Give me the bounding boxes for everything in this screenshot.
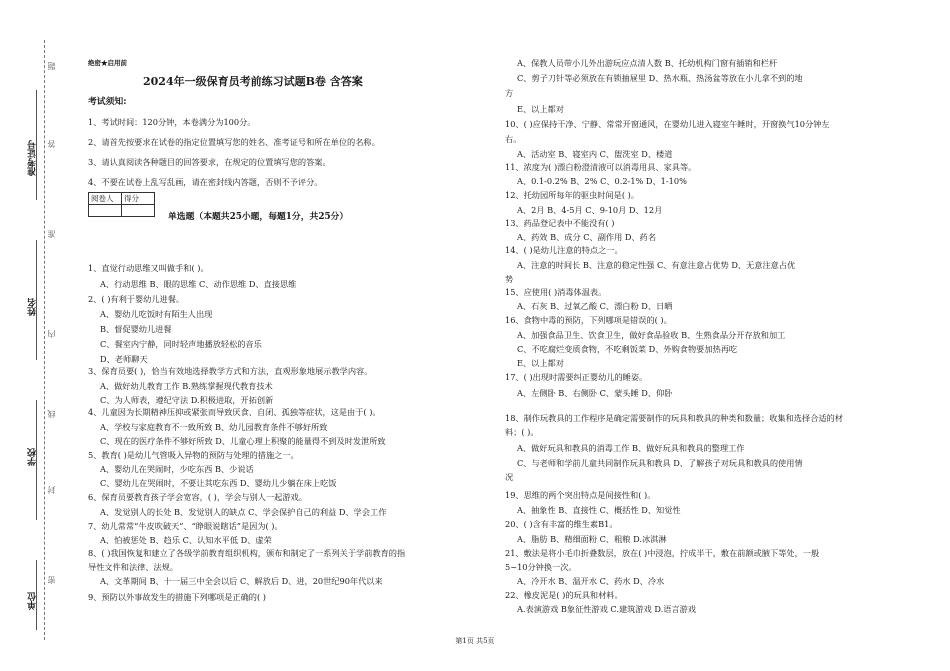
answer-option-line: C、剪子刀针等必须放在有锁抽屉里 D、热水瓶、热汤盆等放在小儿拿不到的地 <box>517 73 803 83</box>
question-line: 5、教育( )是幼儿气管吸入异物的预防与处理的措施之一。 <box>88 450 299 460</box>
answer-option-line: A、婴幼儿吃饭时有陌生人出现 <box>100 309 213 319</box>
answer-option-line: C、婴幼儿在哭闹时，不要让其吃东西 D、婴幼儿少躺在床上吃饭 <box>100 478 337 488</box>
page-footer: 第1页 共5页 <box>455 637 495 645</box>
question-line: 10、( )应保持干净、宁静、常常开窗通风，在婴幼儿进入寝室午睡时，开窗换气10分钟左 <box>505 119 830 129</box>
answer-option-line: A、0.1-0.2% B、2% C、0.2-1% D、1-10% <box>517 176 687 186</box>
score-table-score: 得分 <box>122 193 155 205</box>
answer-option-line: A、2月 B、4-5月 C、9-10月 D、12月 <box>517 205 663 215</box>
question-line: 2、( )有利于婴幼儿进餐。 <box>88 294 185 304</box>
question-line: 导性文件和法律、法规。 <box>88 562 179 572</box>
notice-item: 2、请首先按要求在试卷的指定位置填写您的姓名、准考证号和所在单位的名称。 <box>88 137 380 147</box>
answer-option-line: A.表演游戏 B象征性游戏 C.建筑游戏 D.语言游戏 <box>517 604 696 614</box>
seal-char: 答 <box>47 140 56 148</box>
danwei-label: 单位 <box>28 592 38 610</box>
question-line: 3、保育员要( )，恰当有效地选择教学方式和方法，直观形象地展示教学内容。 <box>88 366 373 376</box>
answer-option-line: E、以上都对 <box>517 104 564 114</box>
answer-option-line: A、做好幼儿教育工作 B.熟练掌握现代教育技术 <box>100 381 273 391</box>
score-table-grader: 阅卷人 <box>89 193 122 205</box>
answer-option-line: A、文革期间 B、十一届三中全会以后 C、解放后 D、进，20世纪90年代以来 <box>100 576 383 586</box>
answer-option-line: A、药效 B、成分 C、副作用 D、药名 <box>517 232 657 242</box>
answer-option-line: A、活动室 B、寝室内 C、盥洗室 D、楼道 <box>517 149 673 159</box>
notice-item: 3、请认真阅读各种题目的回答要求，在规定的位置填写您的答案。 <box>88 157 331 167</box>
seal-margin <box>0 0 68 671</box>
answer-option-line: A、左侧卧 B、右侧卧 C、蒙头睡 D、仰卧 <box>517 388 673 398</box>
question-line: 16、食物中毒的预防，下列哪项是错误的( )。 <box>505 315 672 325</box>
answer-option-line: A、冷开水 B、温开水 C、药水 D、冷水 <box>517 576 665 586</box>
question-line: 20、( )含有丰富的维生素B1。 <box>505 519 618 529</box>
question-line: 1、直觉行动思维又叫做手和( )。 <box>88 263 209 273</box>
answer-option-line: A、石灰 B、过氧乙酸 C、漂白粉 D、日晒 <box>517 301 673 311</box>
question-line: 4、儿童因为长期精神压抑或紧张而导致厌食、自闭、孤独等症状，这是由于( )。 <box>88 407 381 417</box>
question-line: 18、制作玩教具的工作程序是确定需要制作的玩具和教具的种类和数量；收集和选择合适的材 <box>505 413 843 423</box>
seal-char: 内 <box>47 330 56 338</box>
seal-char: 题 <box>47 62 56 70</box>
seal-char: 线 <box>47 410 56 418</box>
question-line: 右。 <box>505 134 522 144</box>
answer-option-line: D、老师聊天 <box>100 354 148 364</box>
question-line: 5~10分钟换一次。 <box>505 562 577 572</box>
question-line: 11、浓度为( )漂白粉澄清液可以消毒用具、家具等。 <box>505 162 697 172</box>
question-line: 17、( )出现时需要纠正婴幼儿的睡姿。 <box>505 372 648 382</box>
answer-option-line: A、脂肪 B、精细面粉 C、粗粮 D.冰淇淋 <box>517 534 667 544</box>
answer-option-line: C、不吃腐烂变质食物，不吃剩饭菜 D、外购食物要加热再吃 <box>517 344 738 354</box>
question-line: 14、( )是幼儿注意的特点之一。 <box>505 245 623 255</box>
question-line: 19、思维的两个突出特点是间接性和( )。 <box>505 490 656 500</box>
notice-item: 1、考试时间：120分钟，本卷满分为100分。 <box>88 117 256 127</box>
xingming-label: 姓名 <box>28 298 38 316</box>
question-line: 15、应使用( )消毒体温表。 <box>505 287 607 297</box>
confidential-stamp: 绝密★启用前 <box>88 59 127 67</box>
answer-option-line: C、餐室内宁静，同时轻声地播放轻松的音乐 <box>100 339 262 349</box>
question-line: 12、托幼园所每年的驱虫时间是( )。 <box>505 190 640 200</box>
answer-option-line: C、为人师表，遵纪守法 D.积极进取，开拓创新 <box>100 395 274 405</box>
answer-option-line: B、督促婴幼儿进餐 <box>100 324 172 334</box>
exam-title: 2024年一级保育员考前练习试题B卷 含答案 <box>143 75 363 88</box>
seal-char: 密 <box>47 576 56 584</box>
question-line: 7、幼儿常常“牛皮吹破天”、“睁眼说瞎话”是因为( )。 <box>88 521 283 531</box>
notice-item: 4、不要在试卷上乱写乱画，请在密封线内答题，否则不予评分。 <box>88 177 323 187</box>
answer-option-line: A、抽象性 B、直接性 C、概括性 D、知觉性 <box>517 505 681 515</box>
answer-option-line: A、做好玩具和教具的消毒工作 B、做好玩具和教具的整理工作 <box>517 443 745 453</box>
question-line: 8、( )我国恢复和建立了各级学前教育组织机构，颁布和制定了一系列关于学前教育的指 <box>88 548 406 558</box>
score-table <box>88 192 155 217</box>
notice-heading: 考试须知: <box>88 97 127 107</box>
answer-option-line: A、保教人员带小儿外出游玩应点清人数 B、托幼机构门窗有插销和栏杆 <box>517 58 778 68</box>
answer-option-line: A、注意的时间长 B、注意的稳定性强 C、有意注意占优势 D、无意注意占优 <box>517 260 796 270</box>
answer-option-line: A、加强食品卫生、饮食卫生，做好食品验收 B、生熟食品分开存放和加工 <box>517 330 786 340</box>
answer-option-line: E、以上都对 <box>517 358 564 368</box>
question-line: 方 <box>505 88 514 98</box>
score-table-cell[interactable] <box>122 205 155 217</box>
score-table-cell[interactable] <box>89 205 122 217</box>
answer-option-line: A、婴幼儿在哭闹时，少吃东西 B、少说话 <box>100 464 254 474</box>
question-line: 料；( )。 <box>505 427 539 437</box>
question-line: 9、预防以外事故发生的措施下列哪项是正确的( ) <box>88 592 266 602</box>
question-line: 22、橡皮泥是( )的玩具和材料。 <box>505 590 623 600</box>
answer-option-line: A、怕被惩处 B、趋乐 C、认知水平低 D、虚荣 <box>100 535 272 545</box>
question-line: 6、保育员要教育孩子学会宽容，( )，学会与别人一起游戏。 <box>88 492 307 502</box>
question-line: 13、药品登记表中不能没有( ) <box>505 218 615 228</box>
answer-option-line: C、现在的医疗条件不够好所致 D、儿童心理上积聚的能量得不到及时发泄所致 <box>100 436 386 446</box>
zhunkaozheng-label: 准考证号 <box>28 140 38 176</box>
seal-char: 准 <box>47 230 56 238</box>
answer-option-line: C、与老师和学前儿童共同制作玩具和教具 D、了解孩子对玩具和教具的使用情 <box>517 458 803 468</box>
seal-dashed-line <box>44 40 45 640</box>
question-line: 况 <box>505 472 514 482</box>
answer-option-line: A、发觉别人的长处 B、发觉别人的缺点 C、学会保护自己的利益 D、学会工作 <box>100 507 387 517</box>
xuexiao-label: 学校 <box>28 448 38 466</box>
question-line: 21、敷法是将小毛巾折叠数层，放在( )中浸泡，拧成半干，敷在前额或腋下等处，一般 <box>505 548 820 558</box>
answer-option-line: A、学校与家庭教育不一致所致 B、幼儿园教育条件不够好所致 <box>100 422 328 432</box>
answer-option-line: A、行动思维 B、眼的思维 C、动作思维 D、直接思维 <box>100 279 297 289</box>
section-heading: 单选题（本题共25小题，每题1分，共25分） <box>168 212 349 222</box>
question-line: 势 <box>505 274 514 284</box>
seal-char: 封 <box>47 486 56 494</box>
